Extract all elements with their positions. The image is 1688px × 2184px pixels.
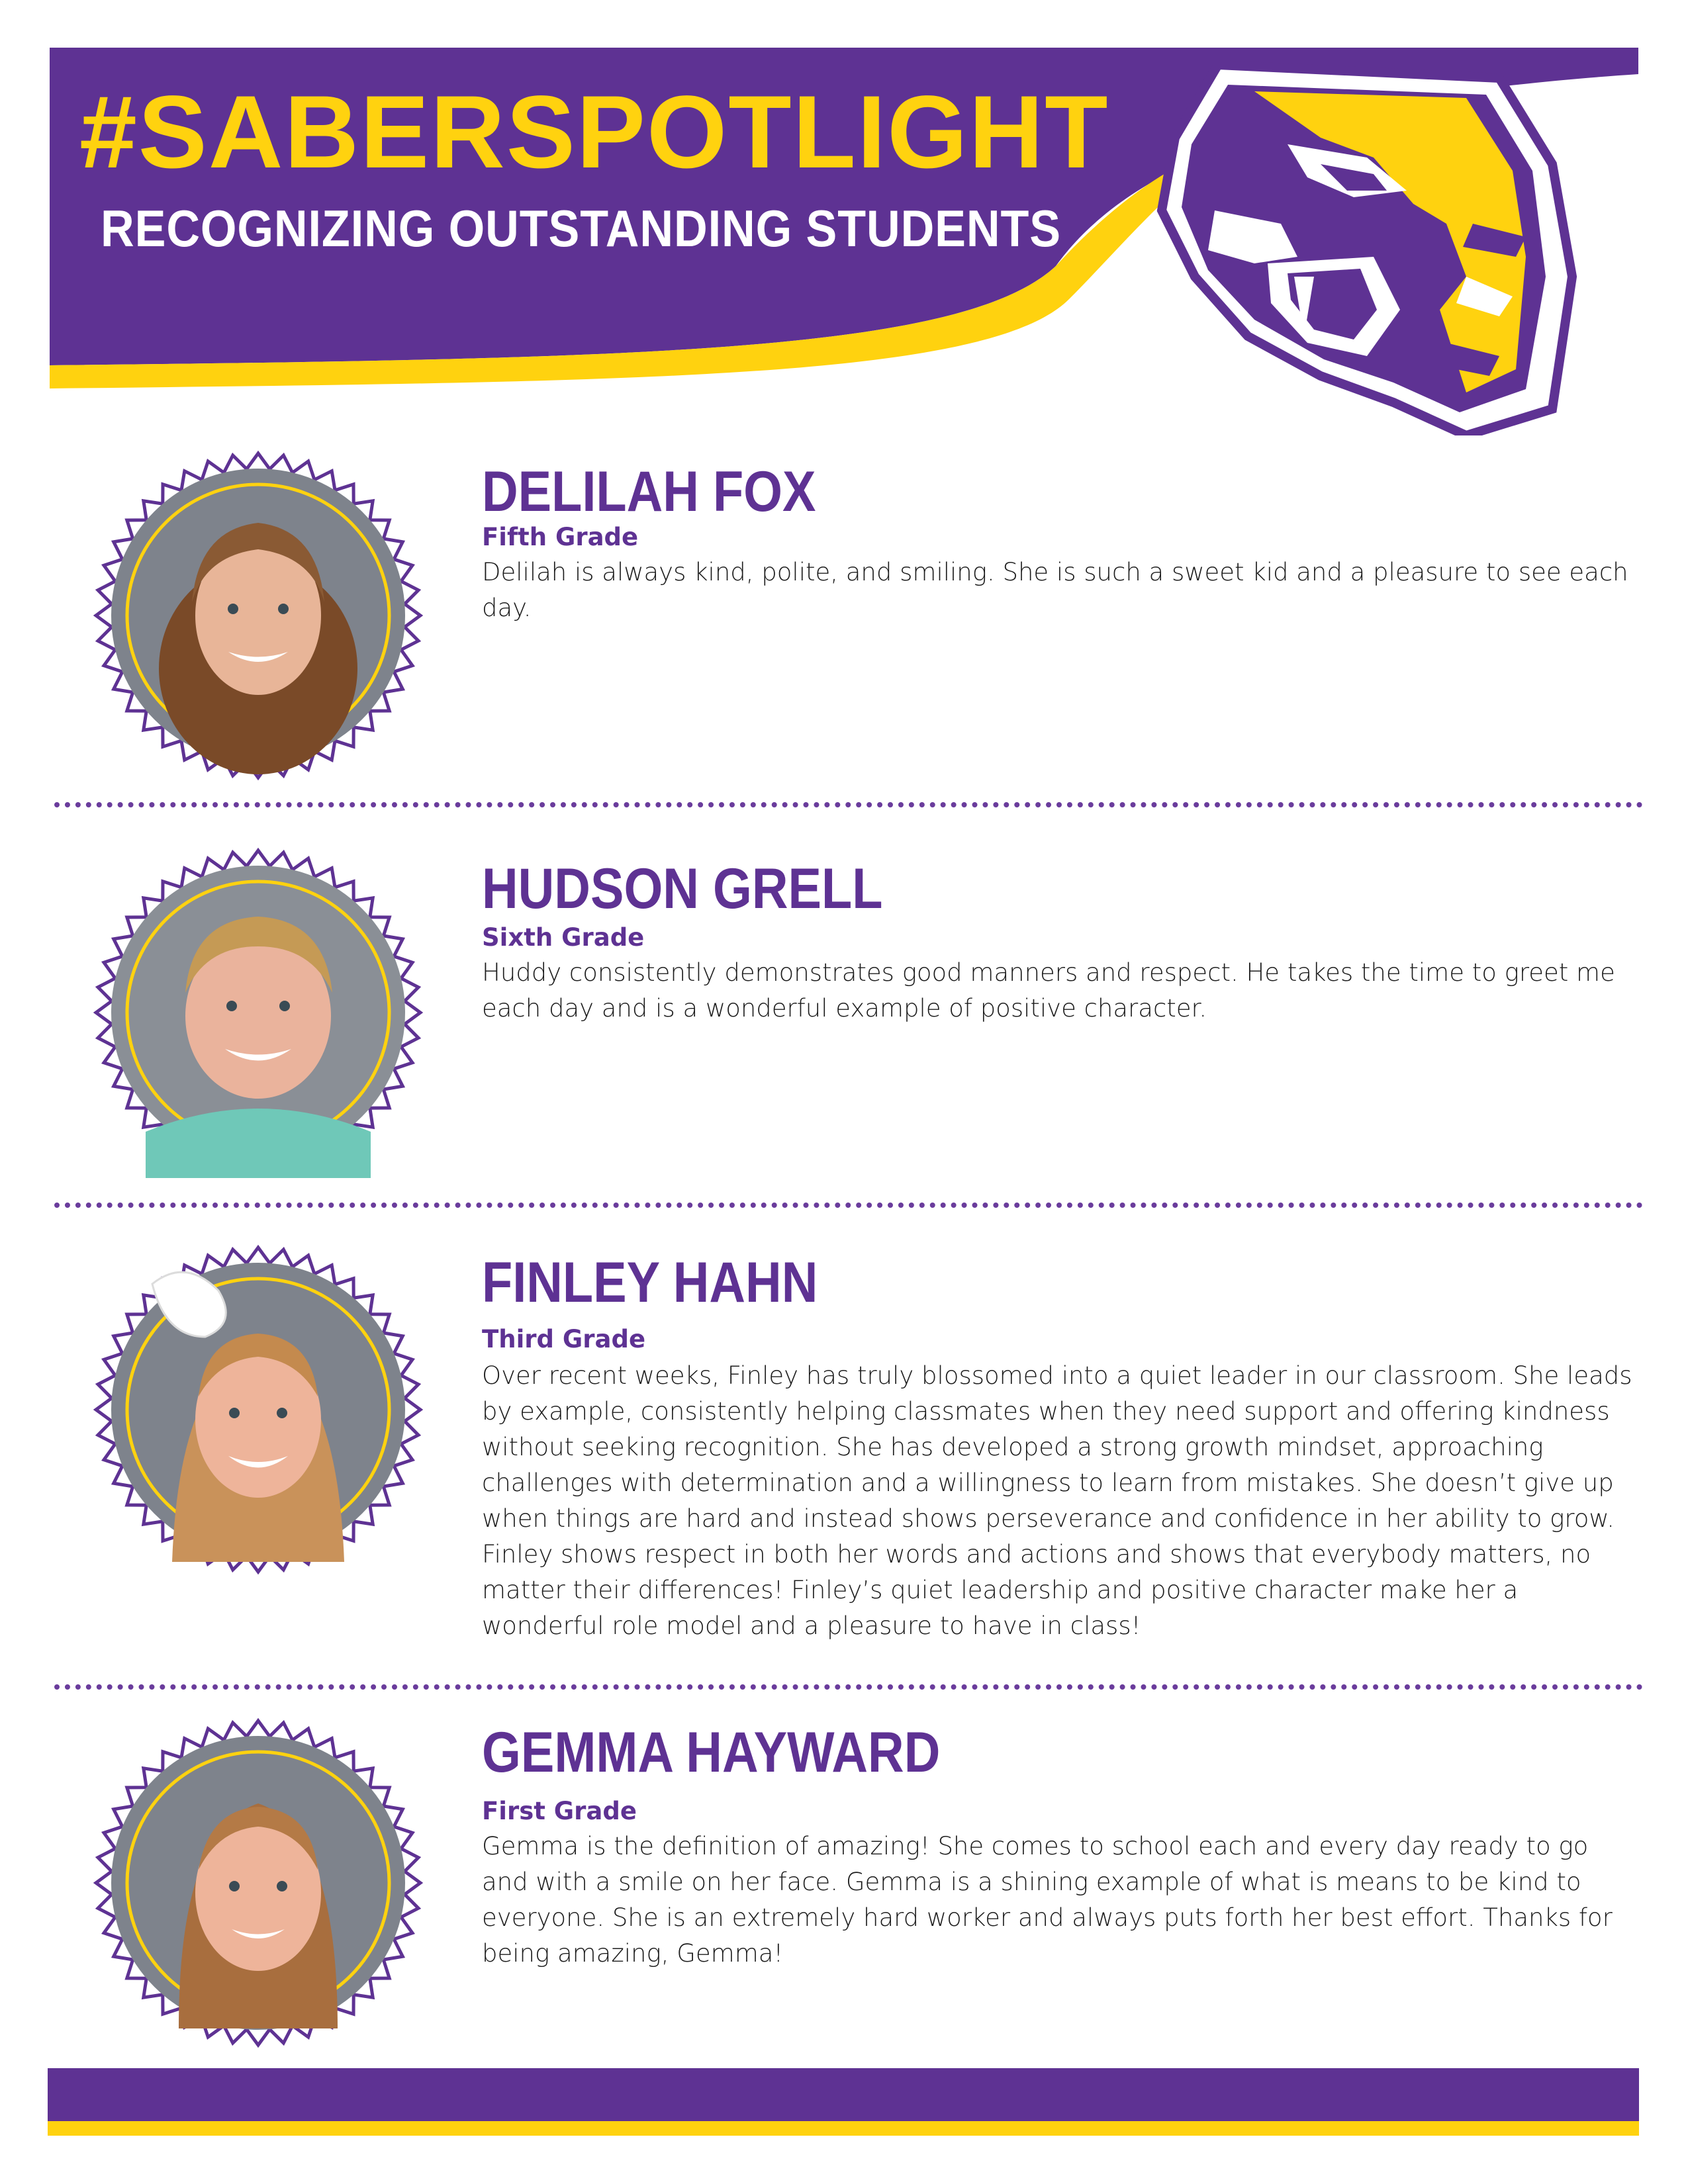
section-divider: [54, 1684, 1643, 1690]
starburst-frame-icon: [93, 450, 424, 781]
starburst-frame-icon: [93, 847, 424, 1178]
section-divider: [54, 802, 1643, 807]
student-photo: [93, 1717, 424, 2048]
student-blurb: Gemma is the definition of amazing! She comes to school each and every day ready to go and with a smile on her face. Gemma is a shining example of what is means to be kind to everyone. She is an extremely hard worker and always puts forth her best effort. Thanks for being amazing, Gemma!: [482, 1832, 1613, 1968]
student-grade: Fifth Grade: [482, 523, 639, 551]
student-blurb: Huddy consistently demonstrates good manners and respect. He takes the time to greet me each day and is a wonderful example of positive character.: [482, 958, 1615, 1023]
student-name: HUDSON GRELL: [482, 857, 883, 921]
starburst-frame-icon: [93, 1717, 424, 2048]
footer-bar: [48, 2068, 1639, 2121]
student-name: FINLEY HAHN: [482, 1251, 818, 1314]
student-grade: Third Grade: [482, 1325, 646, 1353]
student-name: GEMMA HAYWARD: [482, 1721, 941, 1784]
student-photo: [93, 847, 424, 1178]
student-photo: [93, 450, 424, 781]
section-divider: [54, 1203, 1643, 1208]
student-name: DELILAH FOX: [482, 460, 816, 523]
saber-tiger-head-icon: [1155, 58, 1579, 435]
page-subtitle: RECOGNIZING OUTSTANDING STUDENTS: [101, 199, 1062, 257]
student-blurb: Delilah is always kind, polite, and smiling. She is such a sweet kid and a pleasure to see each day.: [482, 558, 1628, 622]
footer-accent-bar: [48, 2121, 1639, 2136]
starburst-frame-icon: [93, 1244, 424, 1575]
student-photo: [93, 1244, 424, 1575]
page-title: #SABERSPOTLIGHT: [79, 75, 1109, 190]
student-grade: Sixth Grade: [482, 923, 645, 952]
student-blurb: Over recent weeks, Finley has truly blossomed into a quiet leader in our classroom. She leads by example, consistently helping classmates when they need support and offering kindness without seeking recognition. She has developed a strong growth mindset, approaching challenges with determination and a willingness to learn from mistakes. She doesn’t give up when things are hard and instead shows perseverance and confidence in her ability to grow. Finley shows respect in both her words and actions and shows that everybody matters, no matter their differences! Finley’s quiet leadership and positive character make her a wonderful role model and a pleasure to have in class!: [482, 1361, 1632, 1640]
student-grade: First Grade: [482, 1797, 637, 1825]
